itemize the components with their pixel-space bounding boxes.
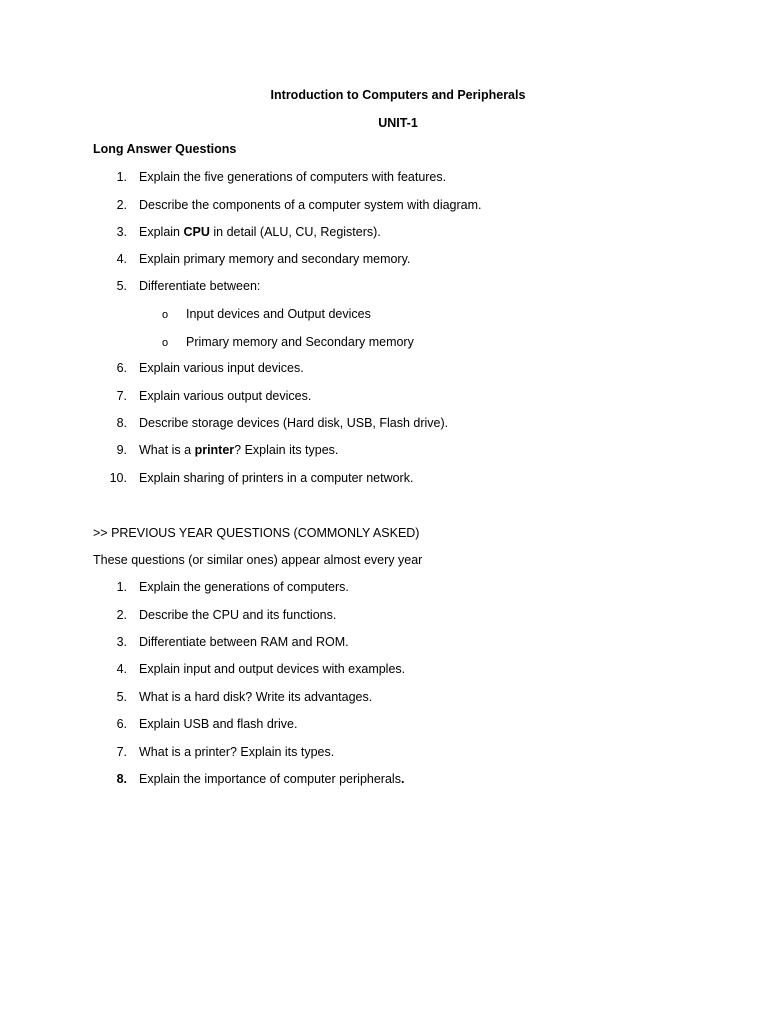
text-segment: Explain the importance of computer peripherals	[139, 772, 401, 786]
list-number: 1.	[116, 170, 127, 184]
list-number: 7.	[116, 745, 127, 759]
list-number: 5.	[116, 279, 127, 293]
list-number: 5.	[116, 690, 127, 704]
list-number: 4.	[116, 252, 127, 266]
list-number: 7.	[116, 389, 127, 403]
section-intro: These questions (or similar ones) appear almost every year	[93, 553, 423, 567]
list-item-text: Explain sharing of printers in a computer network.	[139, 471, 414, 485]
list-number: 2.	[116, 198, 127, 212]
list-number: 1.	[116, 580, 127, 594]
list-number: 10.	[109, 471, 127, 485]
text-segment: in detail (ALU, CU, Registers).	[209, 225, 381, 239]
text-segment: What is a	[139, 443, 195, 457]
list-number: 6.	[116, 361, 127, 375]
list-item-text	[139, 771, 404, 787]
bullet-marker: o	[162, 309, 169, 321]
list-item-text: What is a printer? Explain its types.	[139, 745, 335, 759]
list-number: 6.	[116, 717, 127, 731]
list-item-text	[139, 442, 338, 458]
list-item-text: Explain the generations of computers.	[139, 580, 349, 594]
list-item-text: What is a hard disk? Write its advantages.	[139, 690, 373, 704]
list-number: 2.	[116, 608, 127, 622]
bold-period: .	[400, 772, 405, 786]
text-segment: ? Explain its types.	[234, 443, 339, 457]
list-item-text: Differentiate between RAM and ROM.	[139, 635, 349, 649]
sub-list-item-text: Input devices and Output devices	[186, 307, 371, 321]
sub-list-item-text: Primary memory and Secondary memory	[186, 335, 414, 349]
list-item-text: Explain USB and flash drive.	[139, 717, 298, 731]
section-heading-previous-year: >> PREVIOUS YEAR QUESTIONS (COMMONLY ASKED)	[93, 526, 420, 540]
text-segment: Explain	[139, 225, 184, 239]
list-item-text: Describe the CPU and its functions.	[139, 608, 337, 622]
list-number: 9.	[116, 443, 127, 457]
unit-heading: UNIT-1	[378, 116, 418, 130]
list-number: 3.	[116, 635, 127, 649]
list-number: 8.	[116, 416, 127, 430]
list-number: 8.	[116, 772, 127, 786]
list-item-text: Differentiate between:	[139, 279, 261, 293]
list-item-text: Explain the five generations of computers with features.	[139, 170, 447, 184]
list-item-text: Explain various output devices.	[139, 389, 312, 403]
list-number: 3.	[116, 225, 127, 239]
list-item-text: Explain primary memory and secondary memory.	[139, 252, 411, 266]
bold-term: CPU	[183, 225, 210, 239]
list-item-text: Explain various input devices.	[139, 361, 304, 375]
list-item-text: Explain input and output devices with examples.	[139, 662, 406, 676]
document-title: Introduction to Computers and Peripherals	[270, 88, 526, 102]
list-item-text	[139, 224, 381, 240]
list-number: 4.	[116, 662, 127, 676]
list-item-text: Describe storage devices (Hard disk, USB, Flash drive).	[139, 416, 449, 430]
bullet-marker: o	[162, 337, 169, 349]
bold-term: printer	[194, 443, 235, 457]
list-item-text: Describe the components of a computer system with diagram.	[139, 198, 482, 212]
section-heading-long-answer: Long Answer Questions	[93, 142, 237, 156]
